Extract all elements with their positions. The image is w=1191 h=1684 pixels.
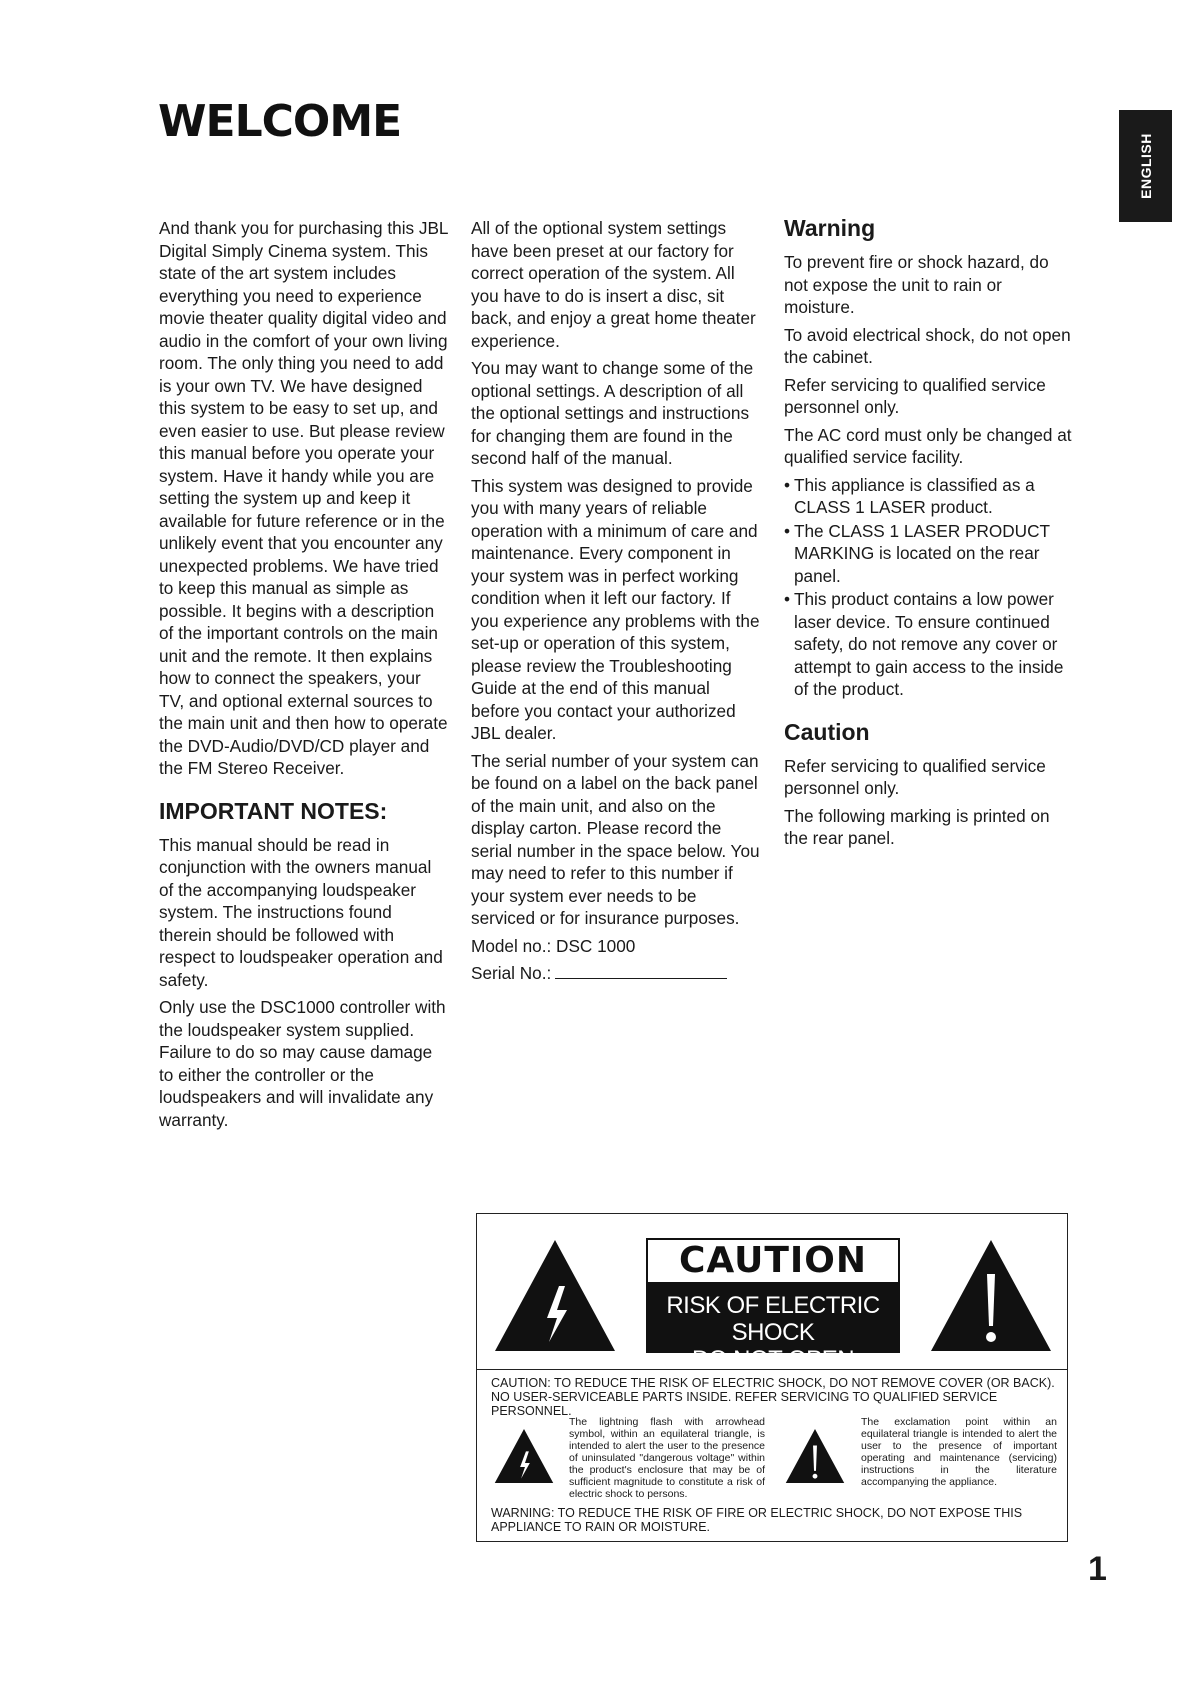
caution-box-text: CAUTION: TO REDUCE THE RISK OF ELECTRIC SHOCK, DO NOT REMOVE COVER (OR BACK). NO USER-SERVICEABLE PARTS INSIDE. REFER SERVICING TO QUALIFIED SERVICE PERSONNEL. (491, 1376, 1055, 1418)
page-number: 1 (1088, 1550, 1107, 1588)
laser-bullet-list (784, 474, 1074, 701)
optional-settings-paragraph: You may want to change some of the optional settings. A description of all the optional settings and instructions for changing them are found in the second half of the manual. (471, 358, 754, 468)
warning-paragraph-2: To avoid electrical shock, do not open the cabinet. (784, 324, 1071, 367)
risk-of-shock-line-1: RISK OF ELECTRIC SHOCK (666, 1292, 880, 1346)
exclamation-triangle-icon (929, 1238, 1053, 1353)
caution-box-divider (477, 1369, 1067, 1370)
language-tab (1119, 110, 1172, 222)
exclamation-description: The exclamation point within an equilateral triangle is intended to alert the user to the presence of important operating and maintenance (servicing) instructions in the literature accompanying the appliance. (861, 1416, 1057, 1488)
small-lightning-triangle-icon (493, 1428, 555, 1484)
caution-paragraph-2: The following marking is printed on the rear panel. (784, 805, 1050, 848)
reliability-paragraph: This system was designed to provide you with many years of reliable operation with a minimum of care and maintenance. Every component in your system was in perfect working condition when it left our factory. If you experience any problems with the set-up or operation of this system, please review the Troubleshooting Guide at the end of this manual before you contact your authorized JBL dealer. (471, 475, 760, 743)
caution-box-warning: WARNING: TO REDUCE THE RISK OF FIRE OR ELECTRIC SHOCK, DO NOT EXPOSE THIS APPLIANCE TO RAIN OR MOISTURE. (491, 1506, 1023, 1534)
caution-word: CAUTION (648, 1240, 898, 1282)
notes-paragraph-2: Only use the DSC1000 controller with the loudspeaker system supplied. Failure to do so may cause damage to either the controller or the loudspeakers and will invalidate any warranty. (159, 997, 446, 1130)
risk-of-shock-text (648, 1292, 898, 1373)
bullet-item: • The CLASS 1 LASER PRODUCT MARKING is located on the rear panel. (784, 520, 1074, 588)
warning-paragraph-4: The AC cord must only be changed at qualified service facility. (784, 424, 1072, 467)
column-middle (471, 217, 761, 990)
lightning-description: The lightning flash with arrowhead symbol, within an equilateral triangle, is intended to alert the user to the presence of uninsulated "dangerous voltage" within the product's enclosure that may be of sufficient magnitude to constitute a risk of electric shock to persons. (569, 1416, 765, 1500)
column-left (159, 217, 449, 1136)
serial-number-paragraph: The serial number of your system can be found on a label on the back panel of the main unit, and also on the display carton. Please record the serial number in the space below. You may need to refer to this number if your system ever needs to be serviced or for insurance purposes. (471, 750, 760, 928)
lightning-triangle-icon (493, 1238, 617, 1353)
caution-paragraph-1: Refer servicing to qualified service personnel only. (784, 755, 1046, 798)
small-exclamation-triangle-icon (784, 1428, 846, 1484)
page-title: WELCOME (158, 96, 402, 147)
serial-number-label: Serial No.: (471, 963, 552, 983)
serial-number-field (471, 962, 761, 985)
warning-paragraph-3: Refer servicing to qualified service personnel only. (784, 374, 1046, 417)
warning-paragraph-1: To prevent fire or shock hazard, do not expose the unit to rain or moisture. (784, 252, 1049, 317)
caution-label-box (476, 1213, 1068, 1542)
intro-paragraph: And thank you for purchasing this JBL Digital Simply Cinema system. This state of the art system includes everything you need to experience movie theater quality digital video and audio in the comfort of your own living room. The only thing you need to add is your own TV. We have designed this system to be easy to set up, and even easier to use. But please review this manual before you operate your system. Have it handy while you are setting the system up and keep it available for future reference or in the unlikely event that you encounter any unexpected problems. We have tried to keep this manual as simple as possible. It begins with a description of the important controls on the main unit and the remote. It then explains how to connect the speakers, your TV, and optional external sources to the main unit and then how to operate the DVD-Audio/DVD/CD player and the FM Stereo Receiver. (159, 218, 448, 778)
caution-heading: Caution (784, 718, 870, 745)
serial-number-blank (555, 962, 727, 979)
notes-paragraph-1: This manual should be read in conjunction with the owners manual of the accompanying loudspeaker system. The instructions found therein should be followed with respect to loudspeaker operation and safety. (159, 834, 443, 990)
bullet-item: • This appliance is classified as a CLASS 1 LASER product. (784, 474, 1074, 519)
settings-paragraph: All of the optional system settings have been preset at our factory for correct operation of the system. All you have to do is insert a disc, sit back, and enjoy a great home theater experience. (471, 218, 756, 351)
caution-sign (646, 1238, 900, 1373)
model-number: Model no.: DSC 1000 (471, 935, 636, 956)
language-tab-label: ENGLISH (1137, 133, 1154, 199)
column-right (784, 213, 1074, 855)
warning-heading: Warning (784, 215, 876, 241)
bullet-item: • This product contains a low power laser device. To ensure continued safety, do not remove any cover or attempt to gain access to the inside of the product. (784, 588, 1074, 701)
important-notes-heading: IMPORTANT NOTES: (159, 797, 388, 824)
risk-of-shock-line-2: DO NOT OPEN (691, 1346, 855, 1373)
